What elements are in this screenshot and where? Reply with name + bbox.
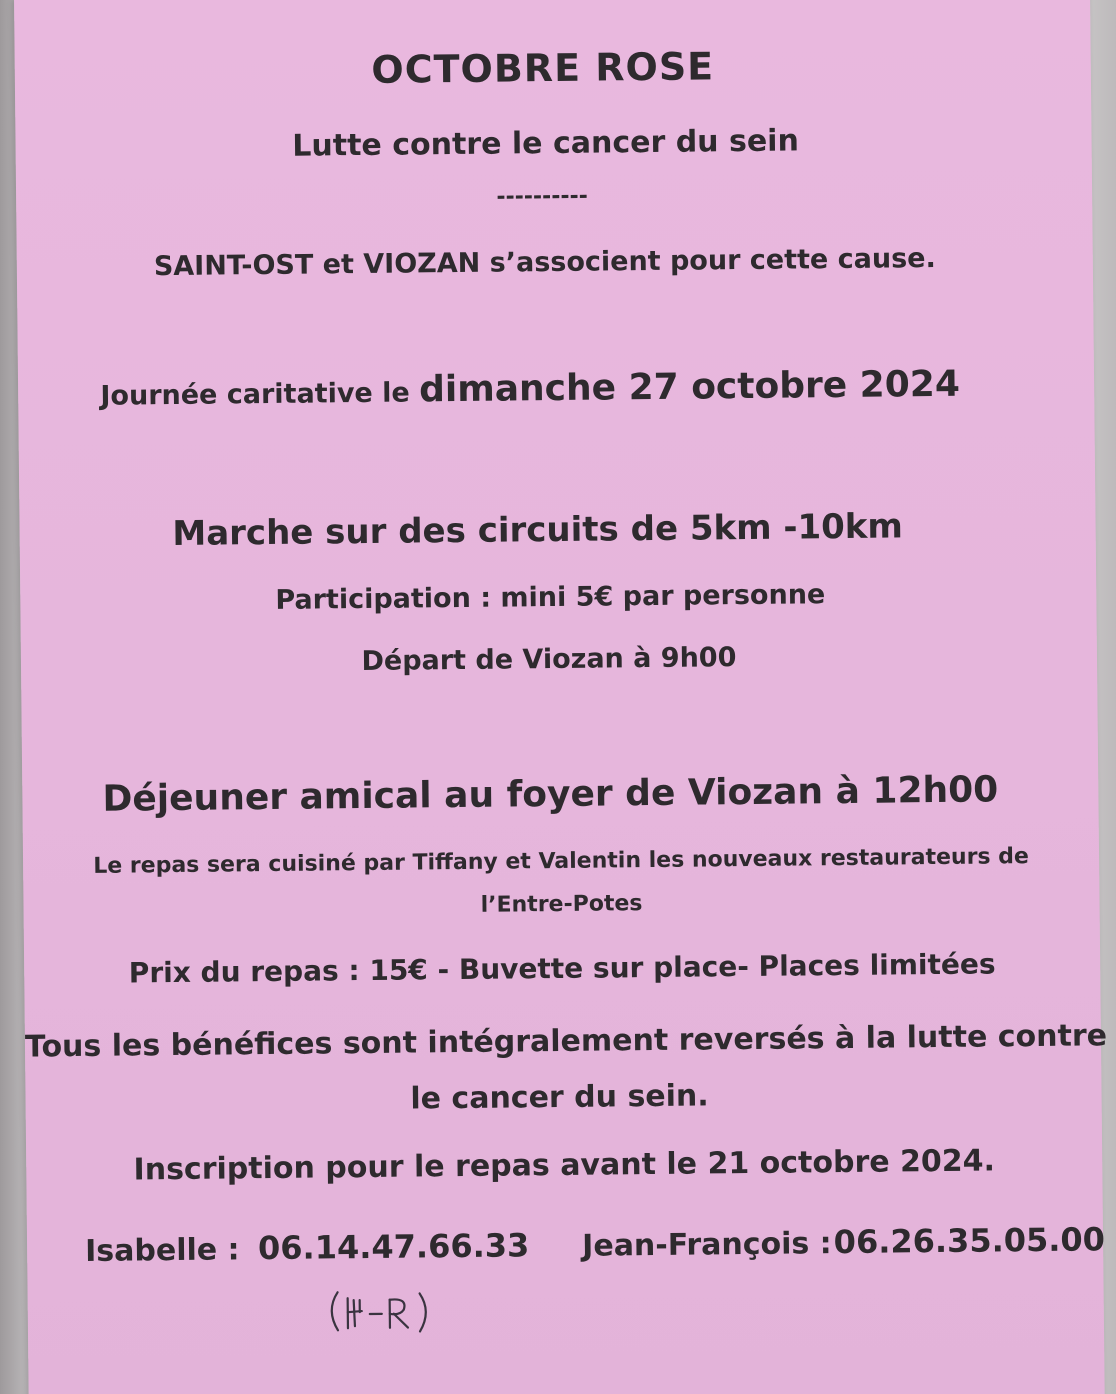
walk-heading: Marche sur des circuits de 5km -10km [172,506,904,555]
lunch-heading: Déjeuner amical au foyer de Viozan à 12h00 [102,769,999,820]
flyer-title: OCTOBRE ROSE [371,44,715,92]
registration-deadline: Inscription pour le repas avant le 21 octobre 2024. [133,1143,996,1188]
benefits-line2: le cancer du sein. [410,1078,709,1117]
departure-text: Départ de Viozan à 9h00 [361,642,737,678]
meal-description-line2: l’Entre-Potes [480,891,643,918]
contact1-phone: 06.14.47.66.33 [257,1226,530,1268]
contact2-phone: 06.26.35.05.00 [833,1220,1106,1262]
flyer-subtitle: Lutte contre le cancer du sein [292,123,800,164]
pink-flyer [14,0,1108,1394]
benefits-line1: Tous les bénéfices sont intégralement reversés à la lutte contre [24,1018,1108,1065]
handwritten-note [324,1285,445,1336]
meal-price: Prix du repas : 15€ - Buvette sur place- Places limitées [128,947,996,990]
event-date-line [0,363,1068,415]
association-text: SAINT-OST et VIOZAN s’associent pour cette cause. [153,242,936,283]
contact1-name: Isabelle : [84,1232,240,1269]
meal-description-line1: Le repas sera cuisiné par Tiffany et Valentin les nouveaux restaurateurs de [93,844,1030,879]
contact2-name: Jean-François : [582,1226,832,1264]
participation-text: Participation : mini 5€ par personne [275,579,826,616]
separator: ---------- [496,183,588,210]
event-date-prefix: Journée caritative le [100,377,420,412]
event-date: dimanche 27 octobre 2024 [418,363,961,411]
contact-line [85,1220,1105,1269]
